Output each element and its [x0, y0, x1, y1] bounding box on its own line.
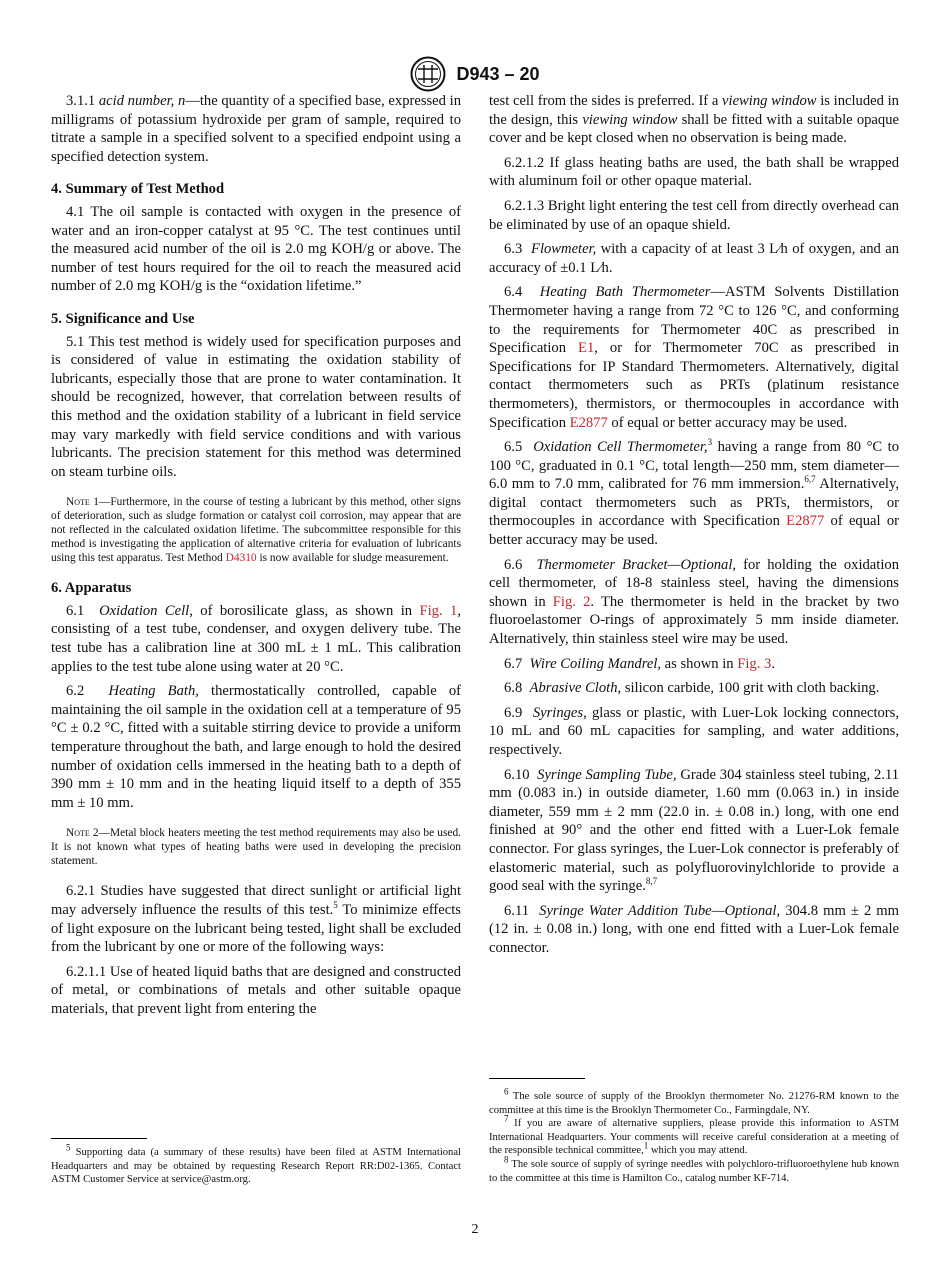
- para-6-3: 6.3 Flowmeter, with a capacity of at least 3 L⁄h of oxygen, and an accuracy of ±0.1 L⁄h.: [489, 241, 899, 276]
- para-6-1: 6.1 Oxidation Cell, of borosilicate glass, as shown in Fig. 1, consisting of a test tube, condenser, and oxygen delivery tube. The test tube has a calibration line at 300 mL ± 1 mL. This calibration applies to the test tube alone using water at 20 °C.: [51, 602, 461, 675]
- footnote-5: $^5$ Supporting data (a summary of these results) have been filed at ASTM International Headquarters and may be obtained by requesting Research Report RR:D02-1365. Contact ASTM Customer Service at service@astm.org.: [51, 1142, 461, 1186]
- ref-fig-2-link[interactable]: Fig. 2: [552, 593, 591, 610]
- para-6-8: 6.8 Abrasive Cloth, silicon carbide, 100 grit with cloth backing.: [504, 680, 880, 697]
- footnotes-right: [489, 1086, 899, 1185]
- section-6-title: 6. Apparatus: [51, 580, 132, 597]
- right-column: [489, 92, 899, 964]
- ref-fig-3-link[interactable]: Fig. 3: [737, 655, 772, 672]
- footnote-7: $^7$ If you are aware of alternative suppliers, please provide this information to ASTM International Headquarters. Your comments will receive careful consideration at a meeting of the responsible technical committee,$^1$ which you may attend.: [489, 1113, 899, 1157]
- para-6-7: 6.7 Wire Coiling Mandrel, as shown in Fig. 3.: [504, 655, 775, 672]
- para-6-4: 6.4 Heating Bath Thermometer—ASTM Solvents Distillation Thermometer having a range from 72 °C to 126 °C, and conforming to the requirements for Thermometer 40C as prescribed in Specification E1, or for Thermometer 70C as prescribed in Specifications for IP Standard Thermometers. Alternatively, digital contact thermometers such as PRTs (platinum resistance thermometers), thermistors, or thermocouples in accordance with Specification E2877 of equal or better accuracy may be used.: [489, 284, 900, 431]
- page-header: [0, 56, 950, 92]
- para-6-9: 6.9 Syringes, glass or plastic, with Luer-Lok locking connectors, 10 mL and 60 mL capacities for sampling, and water additions, respectively.: [489, 704, 899, 758]
- definition-3-1-1: 3.1.1 acid number, n—the quantity of a specified base, expressed in milligrams of potassium hydroxide per gram of sample, required to titrate a sample in a specified solvent to a specified endpoint using a specified detection system.: [51, 93, 461, 165]
- para-6-2-1-1: 6.2.1.1 Use of heated liquid baths that are designed and constructed of metal, or combinations of metals and other suitable opaque materials, that prevent light from entering the: [51, 963, 461, 1017]
- para-6-5: 6.5 Oxidation Cell Thermometer,$^3$ having a range from 80 °C to 100 °C, graduated in 0.1 °C, total length—250 mm, stem diameter—6.0 mm to 7.0 mm, calibrated for 76 mm immersion.$^{6,7}$ Alternatively, digital contact thermometers such as PRTs, thermistors, or thermocouples in accordance with Specification E2877 of equal or better accuracy may be used.: [489, 437, 900, 549]
- ref-fig-1-link[interactable]: Fig. 1: [419, 602, 458, 619]
- para-5-1: 5.1 This test method is widely used for specification purposes and is considered of value in estimating the oxidation stability of lubricants, especially those that are prone to water contamination. It should be recognized, however, that correlation between results of this method and the oxidation stability of a lubricant in field service may vary markedly with field service conditions and with various lubricants. The precision statement for this method was determined on steam turbine oils.: [51, 333, 461, 480]
- note-2: Note 2—Metal block heaters meeting the test method requirements may also be used. It is not known what types of heating baths were used in developing the precision statement.: [51, 827, 461, 868]
- para-6-6: 6.6 Thermometer Bracket—Optional, for holding the oxidation cell thermometer, of 18-8 stainless steel, having the dimensions shown in Fig. 2. The thermometer is held in the bracket by two fluoroelastomer O-rings of approximately 5 mm inside diameter. Alternatively, thin stainless steel wire may be used.: [489, 556, 899, 648]
- page-number: 2: [471, 1222, 479, 1237]
- document-id: D943 – 20: [456, 63, 540, 84]
- ref-e2877-link[interactable]: E2877: [786, 513, 825, 530]
- note-1: Note 1—Furthermore, in the course of testing a lubricant by this method, other signs of deterioration, such as sludge formation or catalyst coil corrosion, may appear that are not reflected in the calculated oxidation lifetime. The subcommittee responsible for this method is investigating the application of alternative criteria for evaluation of lubricants using this test apparatus. Test Method D4310 is now available for sludge measurement.: [51, 496, 461, 565]
- para-6-2-1-1-cont: test cell from the sides is preferred. If a viewing window is included in the design, this viewing window shall be fitted with a suitable opaque cover and be kept closed when no observation is being made.: [489, 93, 899, 147]
- para-6-11: 6.11 Syringe Water Addition Tube—Optional, 304.8 mm ± 2 mm (12 in. ± 0.08 in.) long, with one end fitted with a Luer-Lok female connector.: [489, 902, 900, 956]
- astm-logo-icon: [410, 56, 446, 92]
- para-4-1: 4.1 The oil sample is contacted with oxygen in the presence of water and an iron-copper catalyst at 95 °C. The test continues until the measured acid number of the oil is 2.0 mg KOH/g or above. The number of test hours required for the oil to reach the measured acid number of 2.0 mg KOH/g is the “oxidation lifetime.”: [51, 203, 461, 295]
- left-column: [51, 92, 461, 1025]
- footnote-divider-left: [51, 1138, 147, 1139]
- footnote-6: $^6$ The sole source of supply of the Brooklyn thermometer No. 21276-RM known to the committee at this time is the Brooklyn Thermometer Co., Farmingdale, NY.: [489, 1086, 899, 1116]
- para-6-10: 6.10 Syringe Sampling Tube, Grade 304 stainless steel tubing, 2.11 mm (0.083 in.) in outside diameter, 1.60 mm (0.063 in.) in inside diameter, 559 mm ± 2 mm (22.0 in. ± 0.08 in.) long, with one end finished at 90° and the other end fitted with a Luer-Lok female connector. For glass syringes, the Luer-Lok connector is preferably of elastomeric material, such as polyfluorovinylchloride to provide a good seal with the syringe.$^{8,7}$: [489, 766, 900, 895]
- section-5-title: 5. Significance and Use: [51, 310, 195, 327]
- para-6-2-1-3: 6.2.1.3 Bright light entering the test cell from directly overhead can be eliminated by use of an opaque shield.: [489, 197, 899, 233]
- ref-e1-link[interactable]: E1: [578, 340, 595, 357]
- para-6-2-1: 6.2.1 Studies have suggested that direct sunlight or artificial light may adversely influence the results of this test.$^5$ To minimize effects of light exposure on the lubricant being tested, light shall be excluded from the lubricant by one or more of the following ways:: [51, 883, 461, 956]
- ref-d4310-link[interactable]: D4310: [225, 552, 257, 565]
- section-4-title: 4. Summary of Test Method: [51, 181, 225, 198]
- para-6-2-1-2: 6.2.1.2 If glass heating baths are used, the bath shall be wrapped with aluminum foil or other opaque material.: [489, 154, 899, 190]
- footnote-8: $^8$ The sole source of supply of syringe needles with polychloro-trifluoroethylene hub known to the committee at this time is Hamilton Co., catalog number KF-714.: [489, 1154, 899, 1184]
- footnote-divider-right: [489, 1078, 585, 1079]
- para-6-2: 6.2 Heating Bath, thermostatically controlled, capable of maintaining the oil sample in the oxidation cell at a temperature of 95 °C ± 0.2 °C, fitted with a suitable stirring device to provide a uniform temperature throughout the bath, and large enough to hold the desired number of oxidation cells immersed in the heating bath to a depth of 390 mm ± 10 mm and in the heating liquid itself to a depth of 355 mm ± 10 mm.: [51, 683, 461, 811]
- ref-e2877-link[interactable]: E2877: [569, 414, 608, 431]
